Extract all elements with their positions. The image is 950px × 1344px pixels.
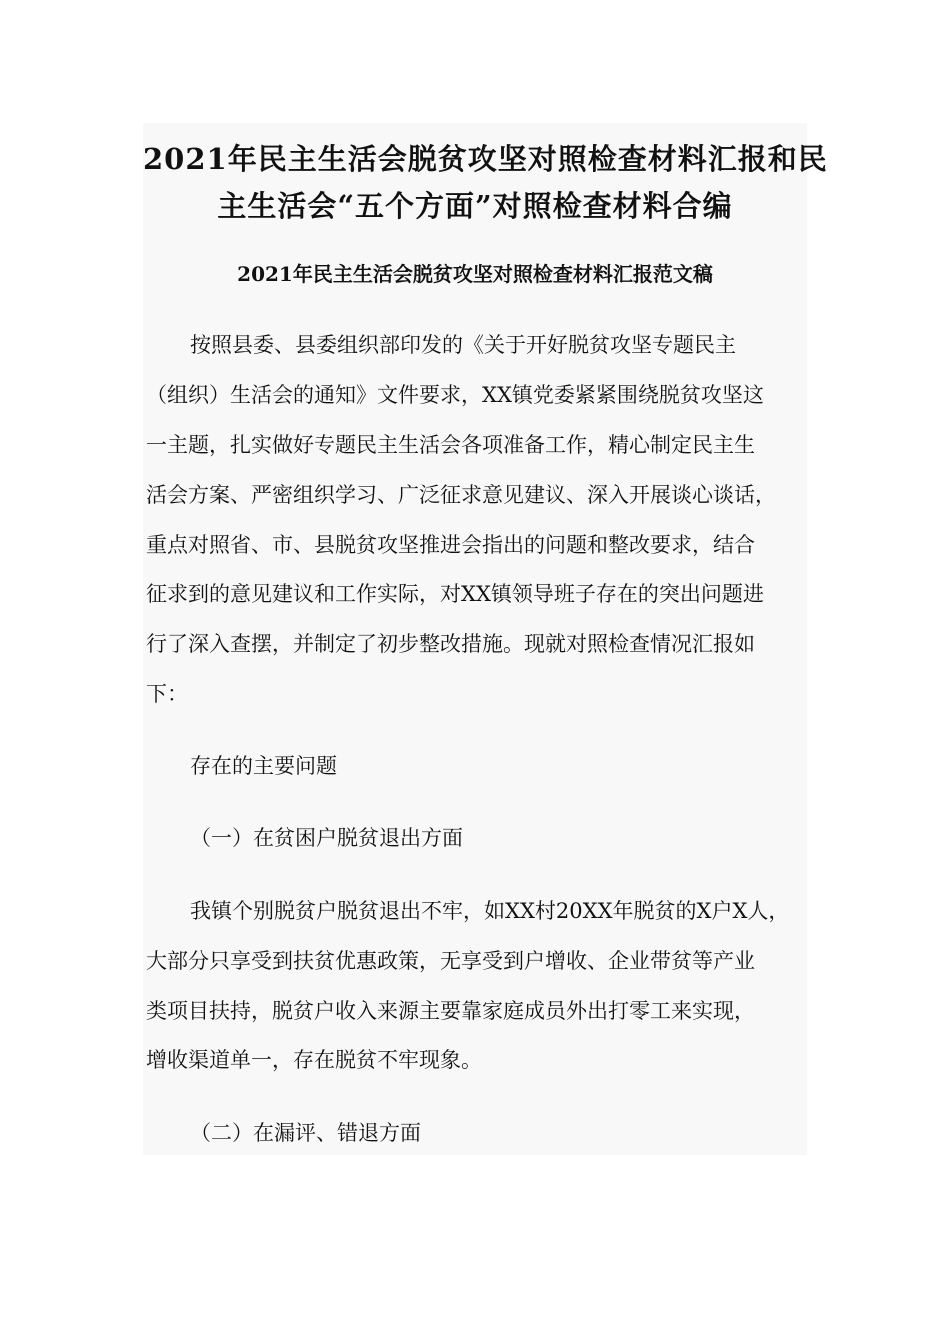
item-1-paragraph-line: 大部分只享受到扶贫优惠政策，无享受到户增收、企业带贫等产业 <box>146 949 755 973</box>
document-title-line-2: 主生活会“五个方面”对照检查材料合编 <box>217 189 733 223</box>
item-2-heading: （二）在漏评、错退方面 <box>190 1121 421 1145</box>
intro-paragraph-line: 活会方案、严密组织学习、广泛征求意见建议、深入开展谈心谈话， <box>146 483 776 507</box>
document-title-line-1: 2021年民主生活会脱贫攻坚对照检查材料汇报和民 <box>143 142 828 176</box>
item-1-paragraph-line: 类项目扶持，脱贫户收入来源主要靠家庭成员外出打零工来实现， <box>146 999 755 1023</box>
item-1-paragraph-line: 我镇个别脱贫户脱贫退出不牢，如XX村20XX年脱贫的X户X人， <box>190 899 790 923</box>
intro-paragraph-line: 按照县委、县委组织部印发的《关于开好脱贫攻坚专题民主 <box>190 333 736 357</box>
intro-paragraph-line: 一主题，扎实做好专题民主生活会各项准备工作，精心制定民主生 <box>146 433 755 457</box>
intro-paragraph-line: （组织）生活会的通知》文件要求，XX镇党委紧紧围绕脱贫攻坚这 <box>146 383 764 407</box>
intro-paragraph-line: 征求到的意见建议和工作实际，对XX镇领导班子存在的突出问题进 <box>146 582 764 606</box>
item-1-heading: （一）在贫困户脱贫退出方面 <box>190 826 463 850</box>
section-heading: 存在的主要问题 <box>190 754 337 778</box>
intro-paragraph-line: 下： <box>146 682 188 706</box>
document-subtitle: 2021年民主生活会脱贫攻坚对照检查材料汇报范文稿 <box>237 262 713 286</box>
item-1-paragraph-line: 增收渠道单一，存在脱贫不牢现象。 <box>146 1048 482 1072</box>
intro-paragraph-line: 重点对照省、市、县脱贫攻坚推进会指出的问题和整改要求，结合 <box>146 533 755 557</box>
intro-paragraph-line: 行了深入查摆，并制定了初步整改措施。现就对照检查情况汇报如 <box>146 632 755 656</box>
